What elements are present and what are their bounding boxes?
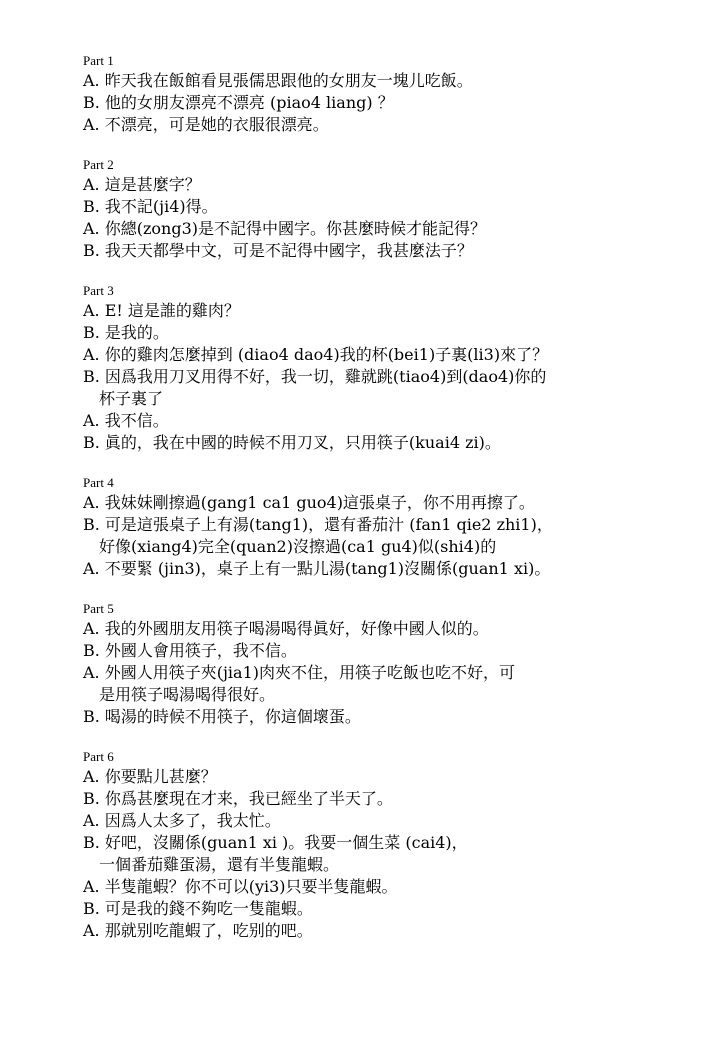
part-3-line-2: B. 是我的。 <box>83 323 169 342</box>
part-4-line-4: A. 不要緊 (jin3)，桌子上有一點儿湯(tang1)沒關係(guan1 xi)。 <box>83 559 551 578</box>
part-6-line-6: A. 半隻龍蝦？你不可以(yi3)只要半隻龍蝦。 <box>83 877 398 896</box>
part-5-line-1: A. 我的外國朋友用筷子喝湯喝得眞好，好像中國人似的。 <box>83 619 489 638</box>
part-5-line-3: A. 外國人用筷子夾(jia1)肉夾不住，用筷子吃飯也吃不好，可 <box>83 663 516 682</box>
part-2-line-1: A. 這是甚麼字？ <box>83 175 201 194</box>
part-3-label: Part 3 <box>83 283 114 298</box>
spacer <box>83 454 683 474</box>
part-6-line-2: B. 你爲甚麼現在才来，我已經坐了半天了。 <box>83 789 393 808</box>
part-4-line-3: 好像(xiang4)完全(quan2)沒擦過(ca1 gu4)似(shi4)的 <box>99 537 497 556</box>
part-6-label: Part 6 <box>83 749 114 764</box>
part-2-line-2: B. 我不記(ji4)得。 <box>83 197 218 216</box>
part-4-line-1: A. 我妹妹剛擦過(gang1 ca1 guo4)這張桌子，你不用再擦了。 <box>83 493 535 512</box>
spacer <box>83 580 683 600</box>
part-1-line-1: A. 昨天我在飯館看見張儒思跟他的女朋友一塊儿吃飯。 <box>83 71 473 90</box>
spacer <box>83 136 683 156</box>
document-body <box>83 52 683 942</box>
part-2-line-4: B. 我天天都學中文，可是不記得中國字，我甚麼法子？ <box>83 241 473 260</box>
part-5-line-4: 是用筷子喝湯喝得很好。 <box>99 685 276 704</box>
part-1-line-3: A. 不漂亮，可是她的衣服很漂亮。 <box>83 115 329 134</box>
part-3-line-6: A. 我不信。 <box>83 411 169 430</box>
part-6-line-4: B. 好吧，沒關係(guan1 xi )。我要一個生菜 (cai4)， <box>83 833 468 852</box>
part-3-line-1: A. E! 這是誰的雞肉？ <box>83 301 240 320</box>
part-2-line-3: A. 你總(zong3)是不記得中國字。你甚麼時候才能記得？ <box>83 219 487 238</box>
part-6-line-8: A. 那就别吃龍蝦了，吃别的吧。 <box>83 921 313 940</box>
part-1-label: Part 1 <box>83 53 114 68</box>
part-5-line-5: B. 喝湯的時候不用筷子，你這個壞蛋。 <box>83 707 361 726</box>
spacer <box>83 728 683 748</box>
part-3-line-4: B. 因爲我用刀叉用得不好，我一切，雞就跳(tiao4)到(dao4)你的 <box>83 367 547 386</box>
part-6-line-3: A. 因爲人太多了，我太忙。 <box>83 811 281 830</box>
part-3-line-7: B. 眞的，我在中國的時候不用刀叉，只用筷子(kuai4 zi)。 <box>83 433 501 452</box>
spacer <box>83 262 683 282</box>
part-5-label: Part 5 <box>83 601 114 616</box>
part-1-line-2: B. 他的女朋友漂亮不漂亮 (piao4 liang) ？ <box>83 93 394 112</box>
part-4-label: Part 4 <box>83 475 114 490</box>
part-6-line-1: A. 你要點儿甚麼？ <box>83 767 217 786</box>
part-5-line-2: B. 外國人會用筷子，我不信。 <box>83 641 297 660</box>
part-2-label: Part 2 <box>83 157 114 172</box>
part-3-line-5: 杯子裏了 <box>99 389 164 408</box>
part-6-line-7: B. 可是我的錢不夠吃一隻龍蝦。 <box>83 899 313 918</box>
part-4-line-2: B. 可是這張桌子上有湯(tang1)，還有番茄汁 (fan1 qie2 zhi1)， <box>83 515 553 534</box>
part-3-line-3: A. 你的雞肉怎麼掉到 (diao4 dao4)我的杯(bei1)子裏(li3)來了？ <box>83 345 549 364</box>
part-6-line-5: 一個番茄雞蛋湯，還有半隻龍蝦。 <box>99 855 340 874</box>
